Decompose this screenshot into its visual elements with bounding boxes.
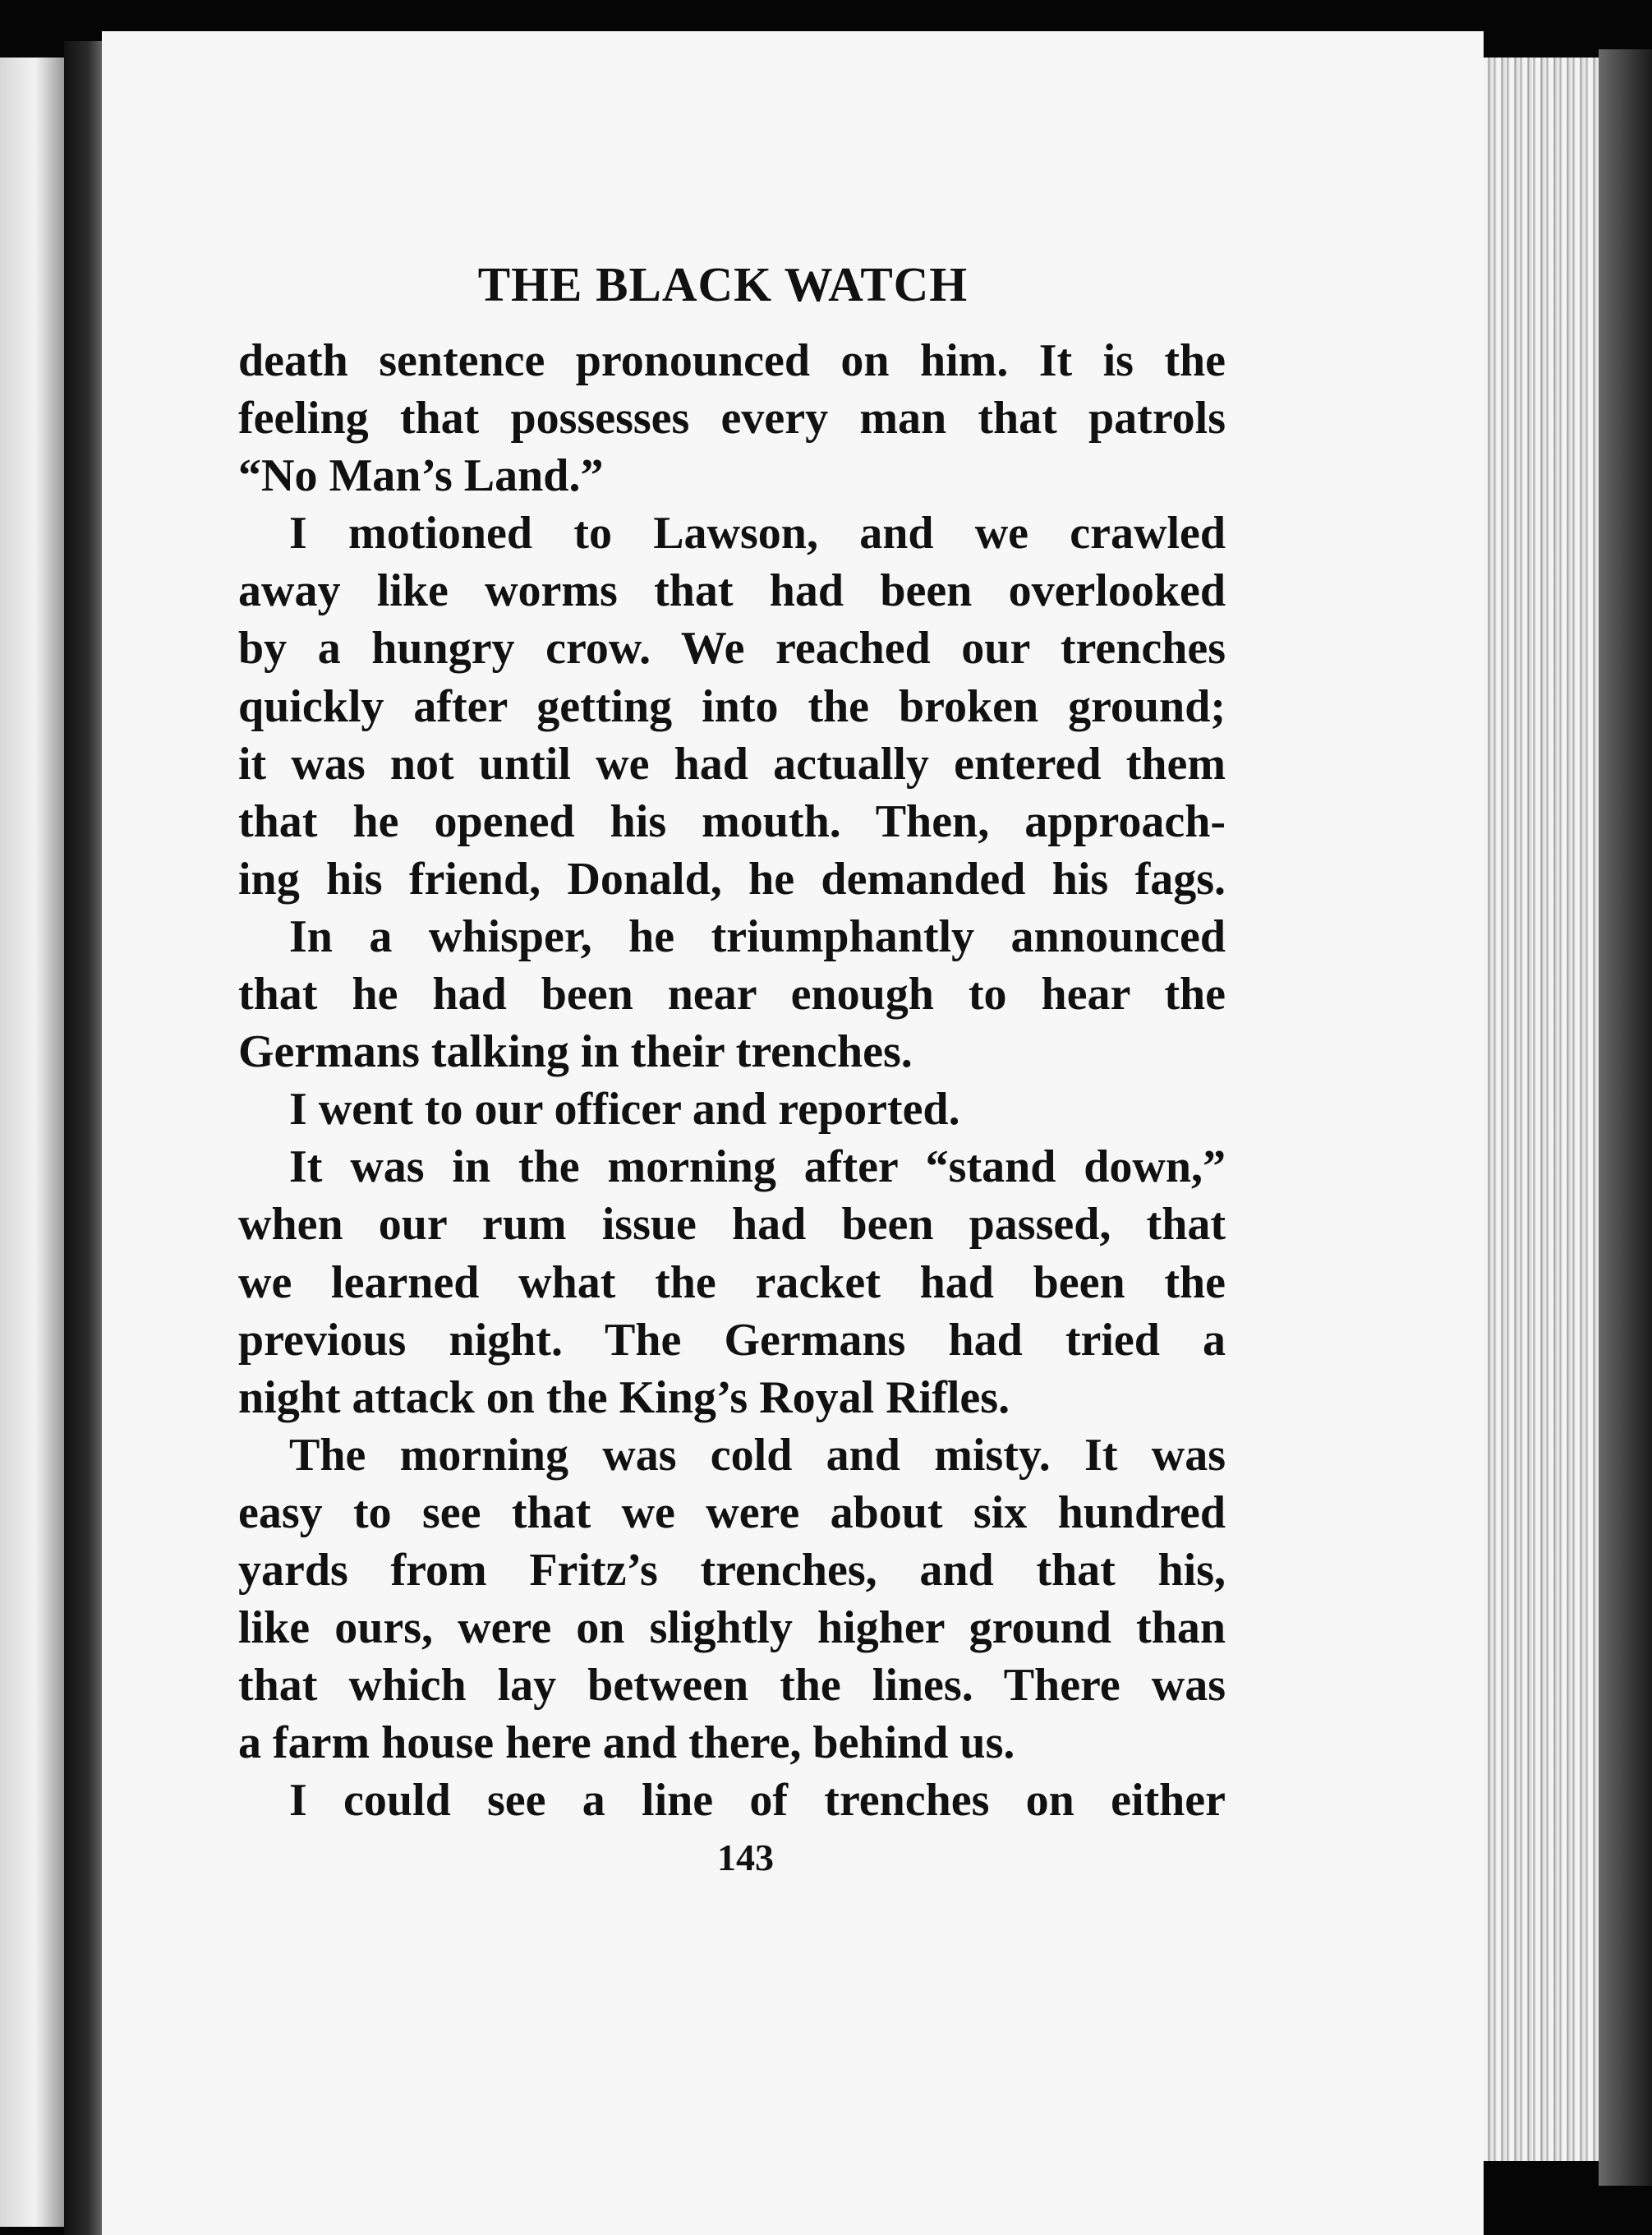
text-line: by a hungry crow. We reached our trenches xyxy=(238,623,1226,675)
text-line: ing his friend, Donald, he demanded his fags. xyxy=(238,853,1226,905)
text-line: when our rum issue had been passed, that xyxy=(238,1199,1226,1251)
text-line: yards from Fritz’s trenches, and that his, xyxy=(238,1544,1226,1596)
text-line: quickly after getting into the broken ground; xyxy=(238,680,1226,732)
text-line: “No Man’s Land.” xyxy=(238,450,604,502)
text-line: Germans talking in their trenches. xyxy=(238,1026,913,1078)
page-number: 143 xyxy=(717,1836,774,1878)
text-line: it was not until we had actually entered them xyxy=(238,738,1226,790)
running-head: THE BLACK WATCH xyxy=(477,257,969,311)
page-edges-shadow xyxy=(1599,49,1652,2186)
text-line: I went to our officer and reported. xyxy=(289,1084,960,1136)
text-line: easy to see that we were about six hundred xyxy=(238,1486,1226,1538)
text-line: that he had been near enough to hear the xyxy=(238,969,1226,1021)
text-line: death sentence pronounced on him. It is the xyxy=(238,335,1226,386)
text-line: like ours, were on slightly higher ground than xyxy=(238,1602,1226,1654)
body-text xyxy=(238,332,1226,1829)
facing-page-edge xyxy=(0,58,64,2227)
text-line: that which lay between the lines. There was xyxy=(238,1660,1226,1712)
gutter-shadow xyxy=(64,41,104,2235)
text-line: The morning was cold and misty. It was xyxy=(289,1429,1226,1481)
text-line: that he opened his mouth. Then, approach- xyxy=(238,795,1226,847)
text-line: we learned what the racket had been the xyxy=(238,1256,1226,1308)
text-line: I motioned to Lawson, and we crawled xyxy=(289,508,1226,560)
text-line: I could see a line of trenches on either xyxy=(289,1775,1226,1827)
text-line: a farm house here and there, behind us. xyxy=(238,1717,1015,1769)
text-line: away like worms that had been overlooked xyxy=(238,565,1226,617)
text-line: It was in the morning after “stand down,” xyxy=(289,1141,1226,1193)
text-line: In a whisper, he triumphantly announced xyxy=(289,910,1226,962)
text-line: previous night. The Germans had tried a xyxy=(238,1314,1226,1366)
text-line: night attack on the King’s Royal Rifles. xyxy=(238,1371,1010,1423)
text-line: feeling that possesses every man that patrols xyxy=(238,393,1226,445)
stacked-page-edges xyxy=(1484,58,1611,2161)
